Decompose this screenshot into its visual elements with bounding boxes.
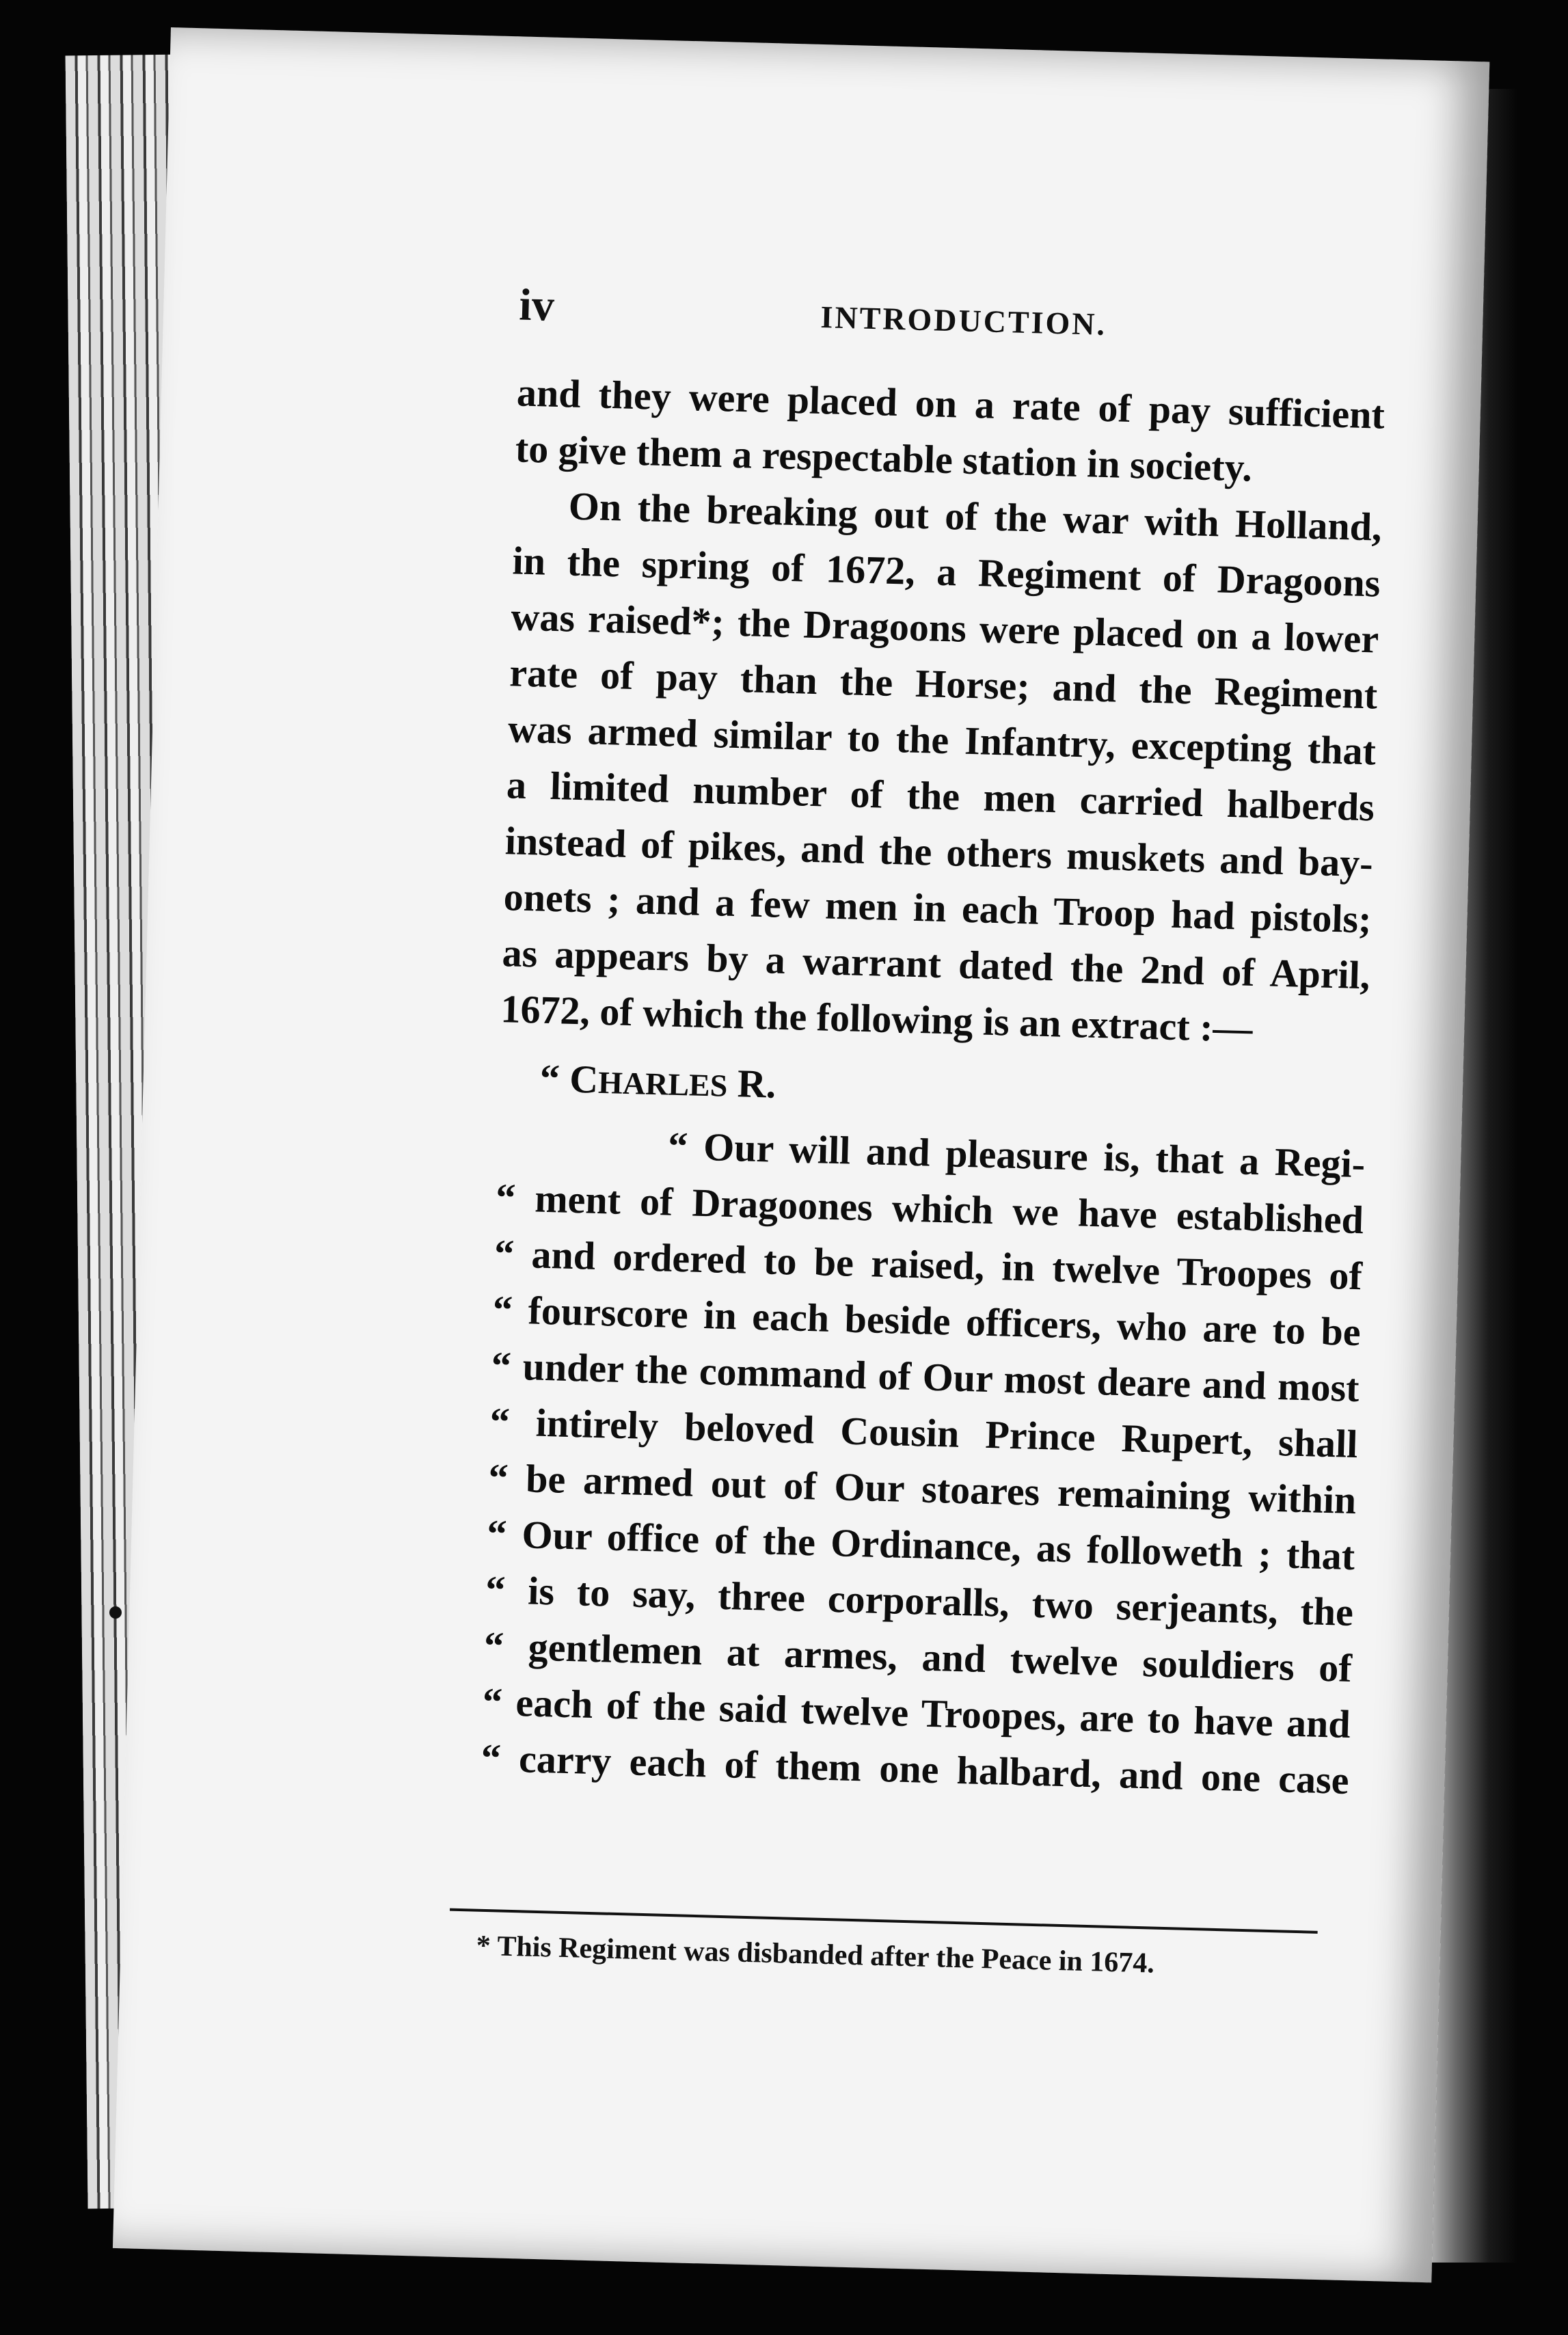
text-line: to give them a respectable station in society.: [515, 426, 1253, 490]
running-head: [519, 279, 1545, 357]
warrant-line: “ carry each of them one halbard, and one case: [481, 1735, 1350, 1803]
text-line: 1672, of which the following is an extract :—: [500, 986, 1254, 1051]
warrant-line: “ ment of Dragoones which we have established: [495, 1175, 1364, 1243]
footnote-rule: [450, 1908, 1318, 1934]
text-line: was raised*; the Dragoons were placed on a lower: [510, 594, 1380, 662]
warrant-line: “ Our office of the Ordinance, as followeth ; that: [486, 1511, 1355, 1579]
signature-suffix: R.: [727, 1060, 777, 1107]
book-page: [113, 27, 1489, 2282]
text-line: a limited number of the men carried halberds: [506, 762, 1375, 830]
warrant-line: “ under the command of Our most deare and most: [491, 1342, 1360, 1411]
text-line: instead of pikes, and the others muskets and bay-: [504, 818, 1374, 886]
warrant-line: “ is to say, three corporalls, two serjeants, the: [485, 1567, 1354, 1635]
signature-small-caps: HARLES: [597, 1064, 728, 1103]
warrant-line: “ be armed out of Our stoares remaining within: [487, 1455, 1357, 1523]
running-title: INTRODUCTION.: [820, 299, 1107, 342]
warrant-line: “ each of the said twelve Troopes, are to have and: [482, 1679, 1351, 1747]
warrant-line: “ fourscore in each beside officers, who are to be: [492, 1286, 1362, 1355]
warrant-line: “ intirely beloved Cousin Prince Rupert, shall: [489, 1399, 1359, 1467]
warrant-line: “ Our will and pleasure is, that a Regi-: [667, 1123, 1366, 1187]
text-line: onets ; and a few men in each Troop had pistols;: [503, 874, 1373, 942]
warrant-line: “ gentlemen at armes, and twelve souldiers of: [483, 1623, 1353, 1691]
text-line: On the breaking out of the war with Holland,: [568, 483, 1383, 550]
signature-quote: “: [539, 1055, 571, 1101]
text-line: in the spring of 1672, a Regiment of Dragoons: [511, 538, 1381, 606]
warrant-line: “ and ordered to be raised, in twelve Troopes of: [494, 1231, 1363, 1299]
footnote: * This Regiment was disbanded after the Peace in 1674.: [476, 1930, 1155, 1980]
page-number: iv: [518, 280, 555, 331]
page-edge-mark: [109, 1606, 122, 1619]
signature-initial: C: [569, 1056, 599, 1102]
text-line: and they were placed on a rate of pay sufficient: [516, 370, 1385, 437]
text-line: was armed similar to the Infantry, excepting that: [507, 706, 1377, 774]
text-line: as appears by a warrant dated the 2nd of April,: [501, 930, 1371, 998]
text-line: rate of pay than the Horse; and the Regiment: [509, 650, 1378, 718]
body-text: [481, 364, 1385, 1809]
